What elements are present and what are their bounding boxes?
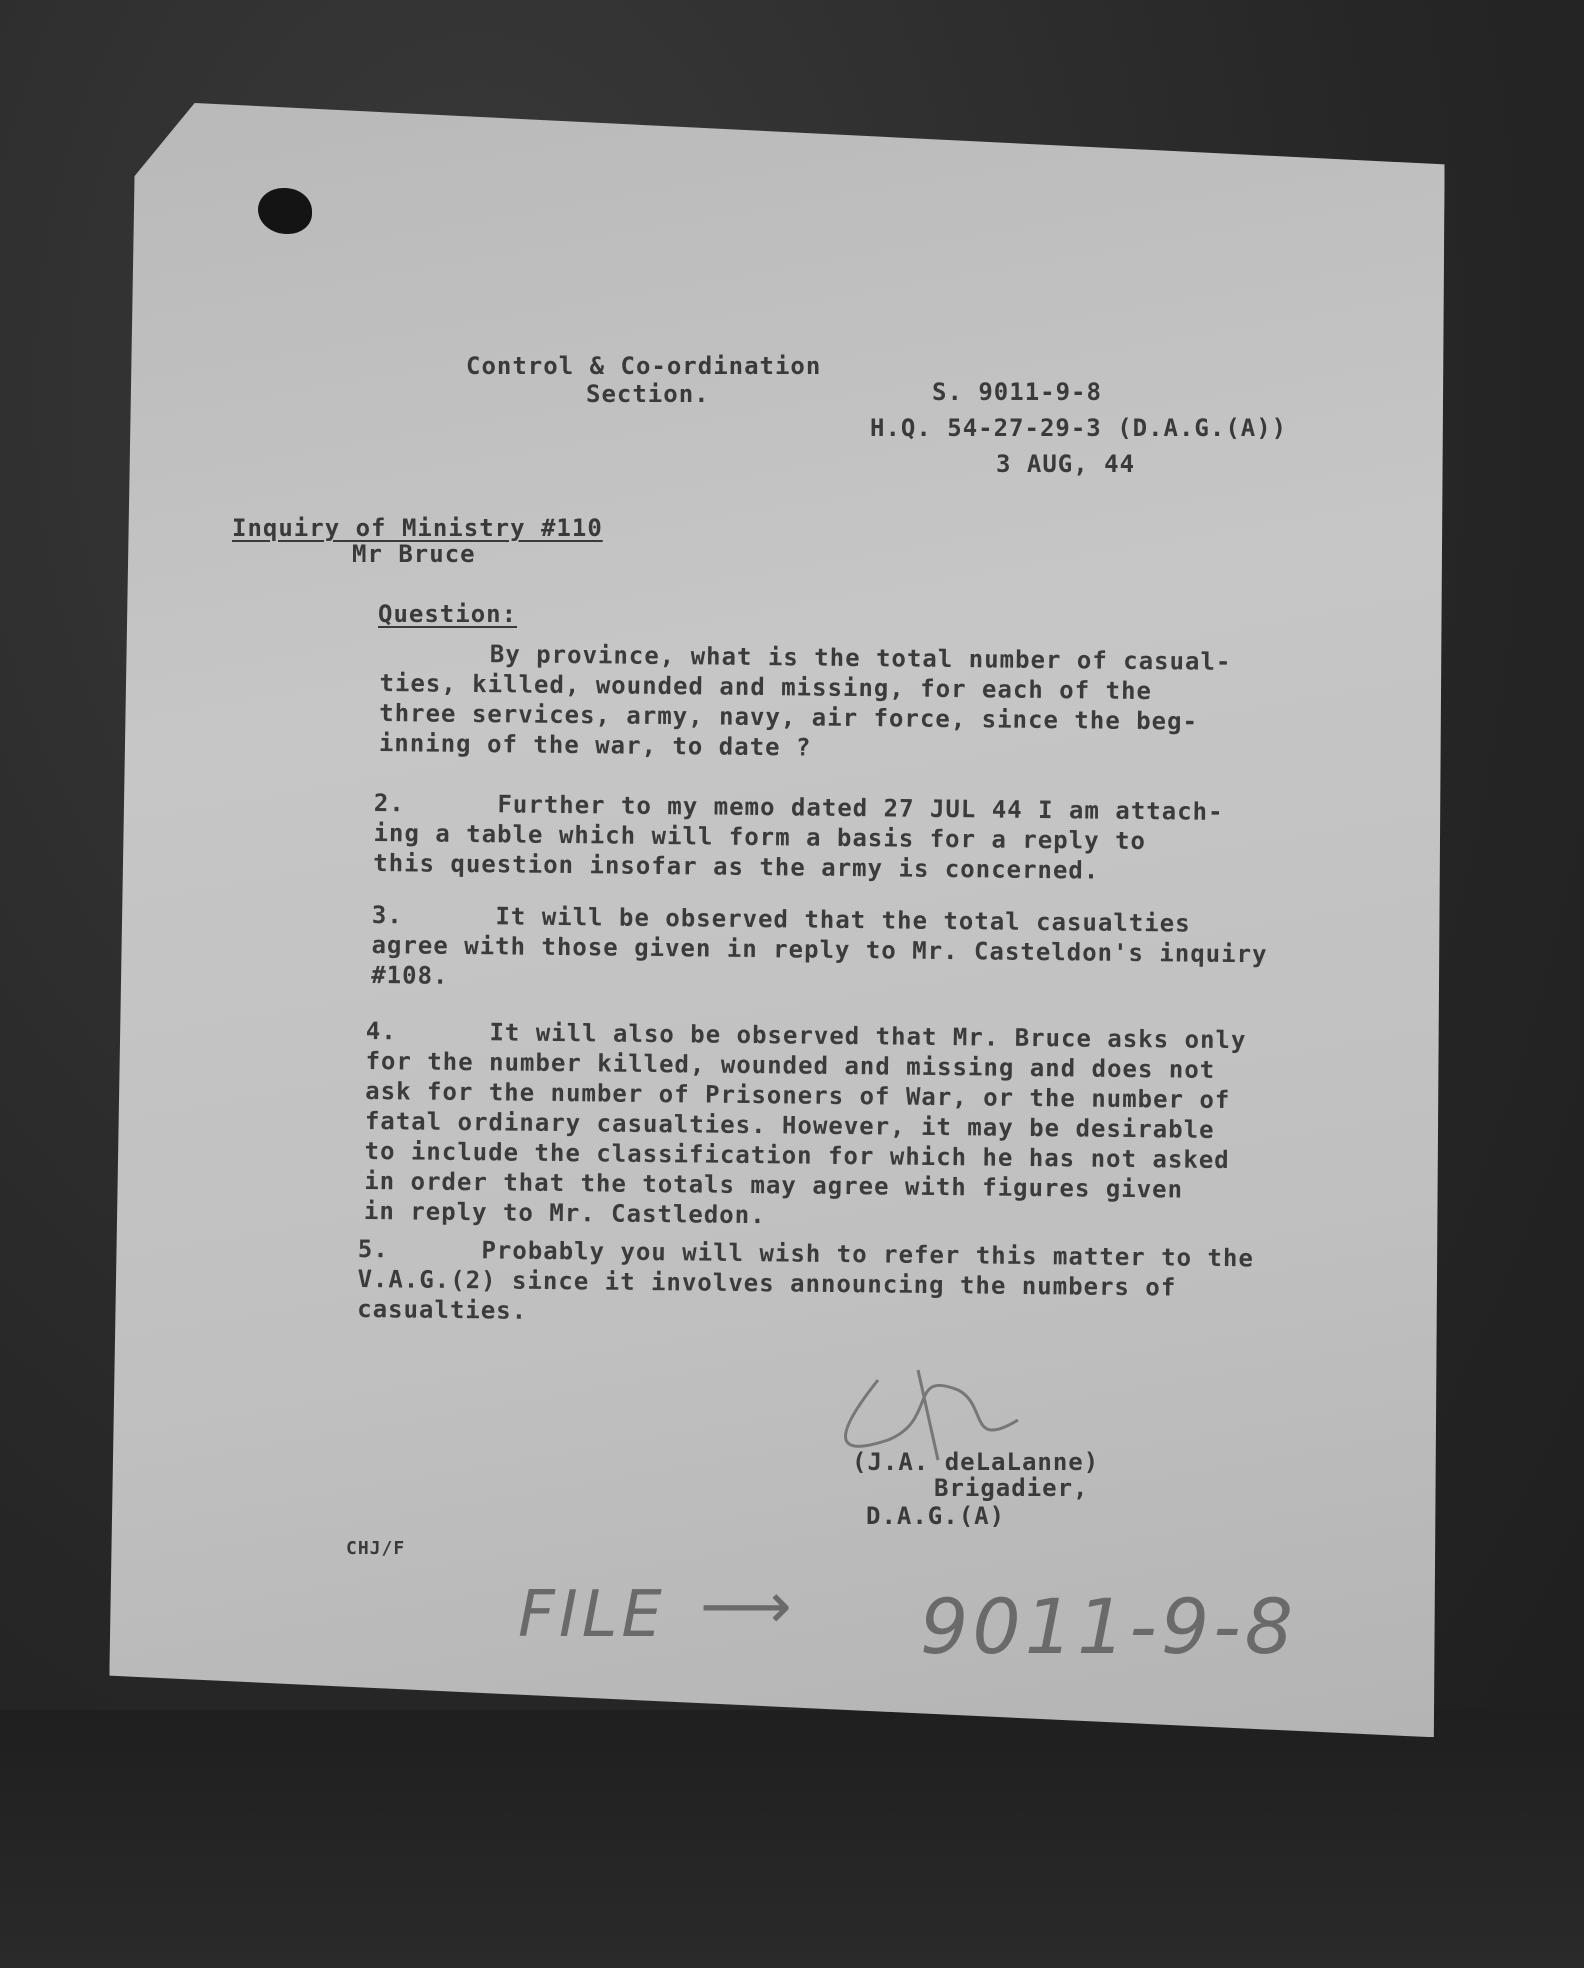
typist-initials: CHJ/F — [346, 1538, 406, 1559]
reference-1: S. 9011-9-8 — [932, 378, 1102, 406]
handwritten-file-number: 9011-9-8 — [920, 1582, 1297, 1671]
subject-line: Inquiry of Ministry #110 — [232, 514, 603, 542]
paragraph-2: 2. Further to my memo dated 27 JUL 44 I am attach- ing a table which will form a basis for a reply to this question insofar as the army is concerned. — [373, 788, 1224, 885]
signatory-rank: Brigadier, — [934, 1474, 1089, 1502]
memo-date: 3 AUG, 44 — [996, 450, 1136, 478]
signatory-title: D.A.G.(A) — [866, 1502, 1006, 1530]
question-heading: Question: — [378, 600, 518, 628]
ink-blot — [258, 188, 312, 234]
reference-2: H.Q. 54-27-29-3 (D.A.G.(A)) — [870, 414, 1288, 442]
film-edge — [0, 1710, 1584, 1968]
subject-sub: Mr Bruce — [352, 540, 476, 568]
signatory-name: (J.A. deLaLanne) — [852, 1448, 1100, 1476]
handwritten-arrow: ⟶ — [700, 1570, 796, 1644]
question-text: By province, what is the total number of casual- ties, killed, wounded and missing, for each of the three services, army, navy, air force, since the beg- inning of the war, to date ? — [378, 640, 1232, 762]
paragraph-4: 4. It will also be observed that Mr. Bruce asks only for the number killed, wounded and missing and does not ask for the number of Prisoners of War, or the number of fatal ordinary casualties. However, it may be desirable to include the classification for which he has not asked in order that the totals may agree with figures given in reply to Mr. Castledon. — [363, 1016, 1247, 1230]
paragraph-3: 3. It will be observed that the total casualties agree with those given in reply to Mr. Casteldon's inquiry #108. — [371, 900, 1268, 990]
from-line-1: Control & Co-ordination — [466, 352, 822, 380]
handwritten-file-label: FILE — [518, 1578, 666, 1652]
paragraph-5: 5. Probably you will wish to refer this matter to the V.A.G.(2) since it involves announcing the numbers of casualties. — [357, 1235, 1255, 1325]
from-line-2: Section. — [586, 380, 710, 408]
